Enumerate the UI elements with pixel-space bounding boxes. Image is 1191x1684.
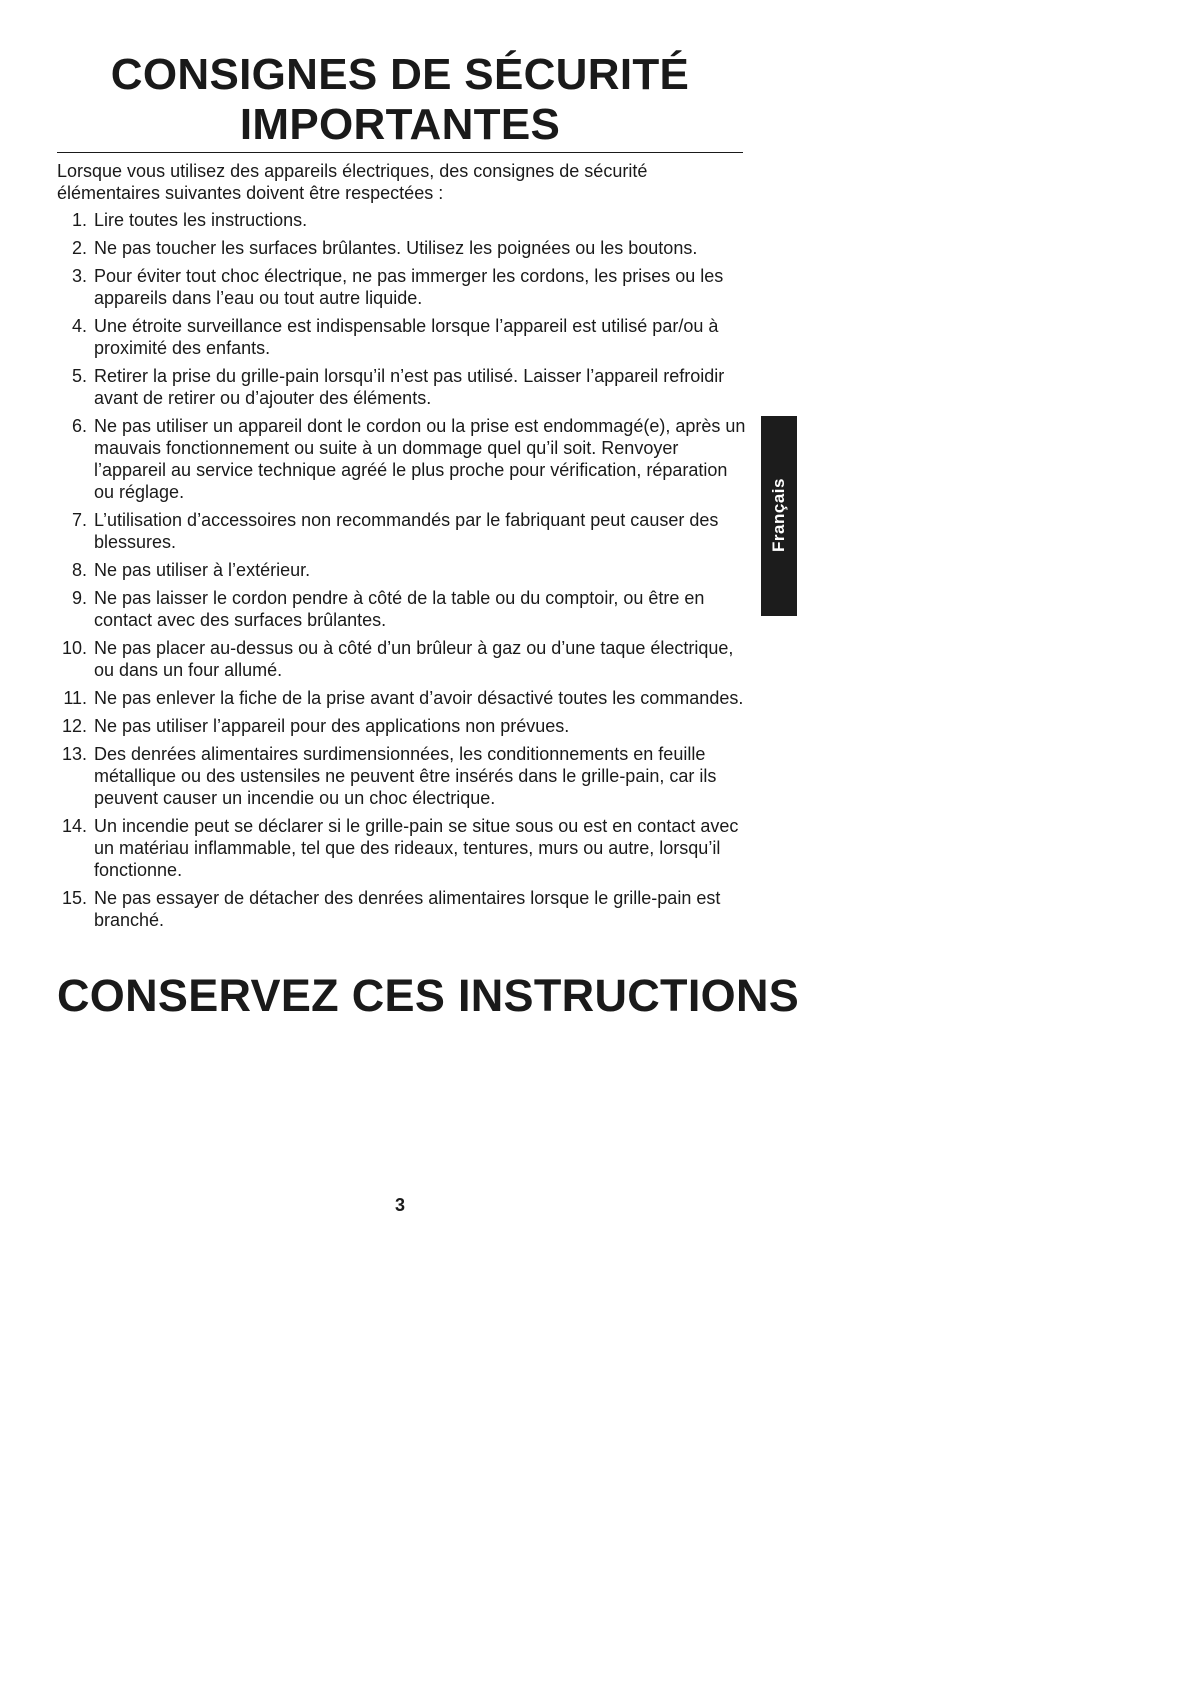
page-number: 3	[394, 1195, 405, 1215]
safety-rule	[57, 637, 747, 681]
rule-number: 5.	[71, 366, 87, 386]
safety-rules-list	[57, 209, 747, 937]
title-divider	[57, 152, 743, 153]
rule-text: Une étroite surveillance est indispensable lorsque l’appareil est utilisé par/ou à proximité des enfants.	[94, 316, 719, 358]
rule-number: 8.	[71, 560, 87, 580]
safety-rule	[57, 365, 747, 409]
safety-rule	[57, 687, 747, 709]
language-tab	[761, 416, 797, 616]
safety-rule	[57, 237, 747, 259]
safety-rule	[57, 587, 747, 631]
safety-rule	[57, 715, 747, 737]
rule-number: 13.	[61, 744, 87, 764]
rule-number: 7.	[71, 510, 87, 530]
rule-text: Ne pas toucher les surfaces brûlantes. Utilisez les poignées ou les boutons.	[94, 238, 698, 258]
rule-text: Ne pas utiliser à l’extérieur.	[94, 560, 311, 580]
rule-text: L’utilisation d’accessoires non recommandés par le fabriquant peut causer des blessures.	[94, 510, 719, 552]
rule-text: Ne pas placer au-dessus ou à côté d’un brûleur à gaz ou d’une taque électrique, ou dans un four allumé.	[94, 638, 734, 680]
safety-rule	[57, 743, 747, 809]
rule-number: 6.	[71, 416, 87, 436]
rule-text: Ne pas laisser le cordon pendre à côté de la table ou du comptoir, ou être en contact avec des surfaces brûlantes.	[94, 588, 705, 630]
rule-number: 10.	[61, 638, 87, 658]
page-title-line-2: IMPORTANTES	[239, 100, 561, 149]
safety-rule	[57, 209, 747, 231]
rule-number: 1.	[71, 210, 87, 230]
rule-number: 2.	[71, 238, 87, 258]
rule-text: Retirer la prise du grille-pain lorsqu’il n’est pas utilisé. Laisser l’appareil refroidir avant de retirer ou d’ajouter des éléments.	[94, 366, 725, 408]
safety-rule	[57, 509, 747, 553]
safety-rule	[57, 815, 747, 881]
safety-rule	[57, 887, 747, 931]
intro-paragraph: Lorsque vous utilisez des appareils électriques, des consignes de sécurité élémentaires suivantes doivent être respectées :	[57, 161, 648, 203]
rule-text: Ne pas utiliser un appareil dont le cordon ou la prise est endommagé(e), après un mauvais fonctionnement ou suite à un dommage quel qu’il soit. Renvoyer l’appareil au service technique agréé le plus proche pour vérification, réparation ou réglage.	[94, 416, 746, 502]
rule-text: Lire toutes les instructions.	[94, 210, 308, 230]
safety-rule	[57, 415, 747, 503]
safety-rule	[57, 265, 747, 309]
rule-text: Des denrées alimentaires surdimensionnées, les conditionnements en feuille métallique ou des ustensiles ne peuvent être insérés dans le grille-pain, car ils peuvent causer un incendie ou un choc électrique.	[94, 744, 717, 808]
rule-text: Pour éviter tout choc électrique, ne pas immerger les cordons, les prises ou les appareils dans l’eau ou tout autre liquide.	[94, 266, 724, 308]
closing-heading: CONSERVEZ CES INSTRUCTIONS	[57, 970, 800, 1021]
rule-text: Ne pas utiliser l’appareil pour des applications non prévues.	[94, 716, 570, 736]
rule-number: 14.	[61, 816, 87, 836]
rule-number: 12.	[61, 716, 87, 736]
safety-rule	[57, 559, 747, 581]
rule-number: 3.	[71, 266, 87, 286]
rule-text: Un incendie peut se déclarer si le grille-pain se situe sous ou est en contact avec un matériau inflammable, tel que des rideaux, tentures, murs ou autre, lorsqu’il fonctionne.	[94, 816, 739, 880]
rule-number: 9.	[71, 588, 87, 608]
rule-text: Ne pas essayer de détacher des denrées alimentaires lorsque le grille-pain est branché.	[94, 888, 721, 930]
rule-number: 4.	[71, 316, 87, 336]
rule-number: 11.	[63, 688, 87, 708]
safety-rule	[57, 315, 747, 359]
rule-number: 15.	[61, 888, 87, 908]
page-title	[57, 50, 743, 150]
page-title-line-1: CONSIGNES DE SÉCURITÉ	[110, 50, 690, 99]
language-tab-label: Français	[769, 478, 788, 552]
rule-text: Ne pas enlever la fiche de la prise avant d’avoir désactivé toutes les commandes.	[94, 688, 744, 708]
